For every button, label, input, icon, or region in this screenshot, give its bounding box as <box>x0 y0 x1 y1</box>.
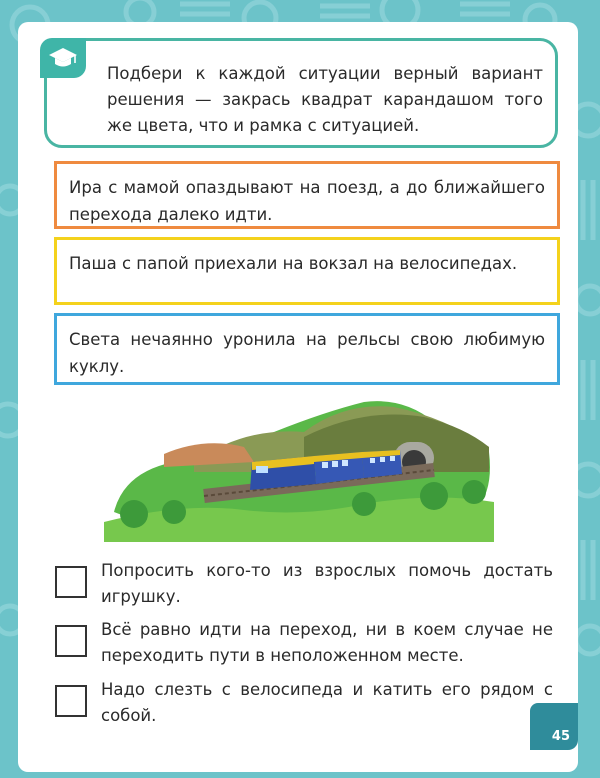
graduation-cap-icon <box>48 46 78 70</box>
situation-card-blue <box>54 313 560 385</box>
answer-checkbox[interactable] <box>55 625 87 657</box>
answer-text: Попросить кого-то из взрослых помочь достать игрушку. <box>101 561 553 606</box>
train-illustration <box>104 392 494 542</box>
instruction-text: Подбери к каждой ситуации верный вариант решения — закрась квадрат карандашом того же цвета, что и рамка с ситуацией. <box>107 64 543 135</box>
answer-option[interactable] <box>55 617 565 673</box>
answer-text: Надо слезть с велосипеда и катить его рядом с собой. <box>101 680 553 725</box>
answer-checkbox[interactable] <box>55 685 87 717</box>
situation-text: Света нечаянно уронила на рельсы свою любимую куклу. <box>69 330 545 376</box>
situation-card-orange <box>54 161 560 229</box>
situation-card-yellow <box>54 237 560 305</box>
answer-text: Всё равно идти на переход, ни в коем случае не переходить пути в неположенном месте. <box>101 620 553 665</box>
answer-option[interactable] <box>55 677 565 733</box>
instruction-box <box>44 38 558 148</box>
situation-text: Паша с папой приехали на вокзал на велосипедах. <box>69 254 518 273</box>
situation-text: Ира с мамой опаздывают на поезд, а до ближайшего перехода далеко идти. <box>69 178 545 224</box>
answer-checkbox[interactable] <box>55 566 87 598</box>
answer-option[interactable] <box>55 558 565 614</box>
instruction-badge <box>40 38 86 78</box>
page-number: 45 <box>530 703 578 750</box>
